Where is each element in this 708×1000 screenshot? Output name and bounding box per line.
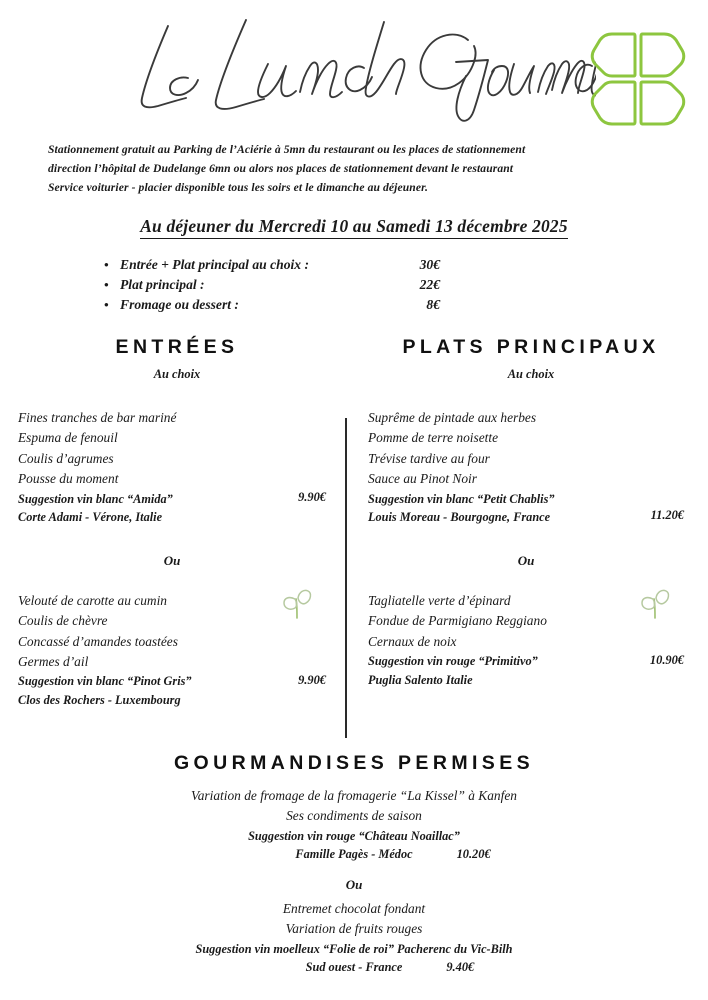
- parking-note-line-1: Stationnement gratuit au Parking de l’Aciérie à 5mn du restaurant ou les places de stationnement: [48, 143, 526, 156]
- plat-dish-2: [368, 591, 684, 695]
- dish-line: Entremet chocolat fondant: [282, 901, 426, 916]
- header: [0, 0, 708, 130]
- bullet-icon: •: [104, 297, 109, 312]
- column-headings: [0, 336, 708, 382]
- clover-icon: [590, 28, 686, 130]
- formula-row: [104, 255, 504, 275]
- plats-column: [354, 408, 708, 527]
- separator-row: [0, 527, 708, 591]
- wine-price: 10.20€: [456, 847, 491, 862]
- wine-price: 10.90€: [649, 652, 684, 667]
- entree-dish-1: [18, 408, 326, 527]
- column-body-top: [0, 408, 708, 527]
- formula-label: Fromage ou dessert :: [120, 297, 239, 312]
- wine-price: 9.90€: [298, 490, 326, 504]
- dish-line: Variation de fromage de la fromagerie “La Kissel” à Kanfen: [191, 788, 517, 803]
- wine-price: 11.20€: [650, 508, 684, 522]
- menu-columns: [0, 336, 708, 710]
- cheese-block: [0, 786, 708, 864]
- wine-price: 9.40€: [446, 960, 475, 975]
- restaurant-name-logo: [96, 6, 596, 126]
- dish-line: Coulis d’agrumes: [18, 450, 114, 466]
- wine-origin-line: Corte Adami - Vérone, Italie: [18, 510, 163, 525]
- dish-line: Coulis de chèvre: [18, 613, 108, 629]
- desserts-section: [0, 752, 708, 977]
- plats-separator-cell: [354, 527, 708, 591]
- wine-suggestion-line: Suggestion vin blanc “Amida”: [18, 491, 173, 506]
- entrees-subheading: Au choix: [153, 367, 201, 381]
- wine-suggestion-line: Suggestion vin rouge “Primitivo”: [368, 654, 538, 669]
- wine-origin-line: Famille Pagès - Médoc: [295, 847, 413, 862]
- dish-line: Fines tranches de bar mariné: [18, 410, 177, 425]
- parking-note-line-2: direction l’hôpital de Dudelange 6mn ou alors nos places de stationnement devant le restaurant: [48, 162, 514, 175]
- or-separator: Ou: [345, 877, 363, 892]
- wine-origin-line: Sud ouest - France: [305, 960, 403, 975]
- dish-line: Trévise tardive au four: [368, 450, 490, 466]
- plats-heading: PLATS PRINCIPAUX: [402, 336, 660, 358]
- parking-note: [48, 140, 678, 197]
- dish-line: Sauce au Pinot Noir: [368, 471, 477, 487]
- parking-note-line-3: Service voiturier - placier disponible tous les soirs et le dimanche au déjeuner.: [48, 181, 429, 194]
- formula-price: 30€: [419, 257, 440, 272]
- or-separator: Ou: [163, 552, 181, 568]
- dish-line: Ses condiments de saison: [286, 808, 422, 824]
- entrees-separator-cell: [0, 527, 354, 591]
- date-title: [0, 216, 708, 237]
- wine-origin-line: Puglia Salento Italie: [368, 672, 473, 687]
- entrees-heading: ENTRÉES: [115, 336, 239, 358]
- wine-origin-line: Clos des Rochers - Luxembourg: [18, 693, 181, 708]
- formula-label: Plat principal :: [120, 277, 205, 292]
- or-separator: Ou: [517, 552, 535, 568]
- sweet-block: [0, 899, 708, 977]
- dish-line: Espuma de fenouil: [18, 430, 118, 446]
- formula-row: [104, 295, 504, 315]
- sweet-wine-origin-row: [0, 958, 708, 977]
- wine-suggestion-line: Suggestion vin blanc “Petit Chablis”: [368, 491, 555, 506]
- wine-origin-line: Louis Moreau - Bourgogne, France: [368, 510, 551, 525]
- wine-suggestion-line: Suggestion vin moelleux “Folie de roi” Pacherenc du Vic-Bilh: [195, 941, 513, 956]
- column-body-bottom: [0, 591, 708, 710]
- wine-suggestion-line: Suggestion vin blanc “Pinot Gris”: [18, 674, 192, 689]
- plats-subheading: Au choix: [507, 367, 555, 381]
- date-title-text: Au déjeuner du Mercredi 10 au Samedi 13 décembre 2025: [140, 216, 567, 239]
- dish-line: Cernaux de noix: [368, 633, 457, 649]
- desserts-heading: GOURMANDISES PERMISES: [173, 752, 535, 774]
- dish-line: Pomme de terre noisette: [368, 430, 499, 446]
- entree-dish-2: [18, 591, 326, 710]
- formula-price: 8€: [426, 297, 440, 312]
- plats-heading-group: [354, 336, 708, 382]
- plats-column-2: [354, 591, 708, 710]
- dish-line: Fondue de Parmigiano Reggiano: [368, 613, 547, 629]
- entrees-heading-group: [0, 336, 354, 382]
- dish-line: Tagliatelle verte d’épinard: [368, 592, 511, 608]
- wine-suggestion-line: Suggestion vin rouge “Château Noaillac”: [248, 828, 460, 843]
- plat-dish-1: [368, 408, 684, 527]
- entrees-column-2: [0, 591, 354, 710]
- dish-line: Germes d’ail: [18, 654, 89, 670]
- dish-line: Pousse du moment: [18, 471, 119, 487]
- dish-line: Variation de fruits rouges: [285, 921, 423, 937]
- wine-price: 9.90€: [298, 672, 326, 687]
- entrees-column: [0, 408, 354, 527]
- dish-line: Velouté de carotte au cumin: [18, 592, 167, 608]
- bullet-icon: •: [104, 257, 109, 272]
- bullet-icon: •: [104, 277, 109, 292]
- cheese-wine-origin-row: [0, 845, 708, 864]
- formula-row: [104, 275, 504, 295]
- formula-label: Entrée + Plat principal au choix :: [120, 257, 310, 272]
- formula-price-list: [104, 255, 504, 315]
- dish-line: Concassé d’amandes toastées: [18, 633, 178, 649]
- dish-line: Suprême de pintade aux herbes: [368, 410, 537, 425]
- formula-price: 22€: [419, 277, 440, 292]
